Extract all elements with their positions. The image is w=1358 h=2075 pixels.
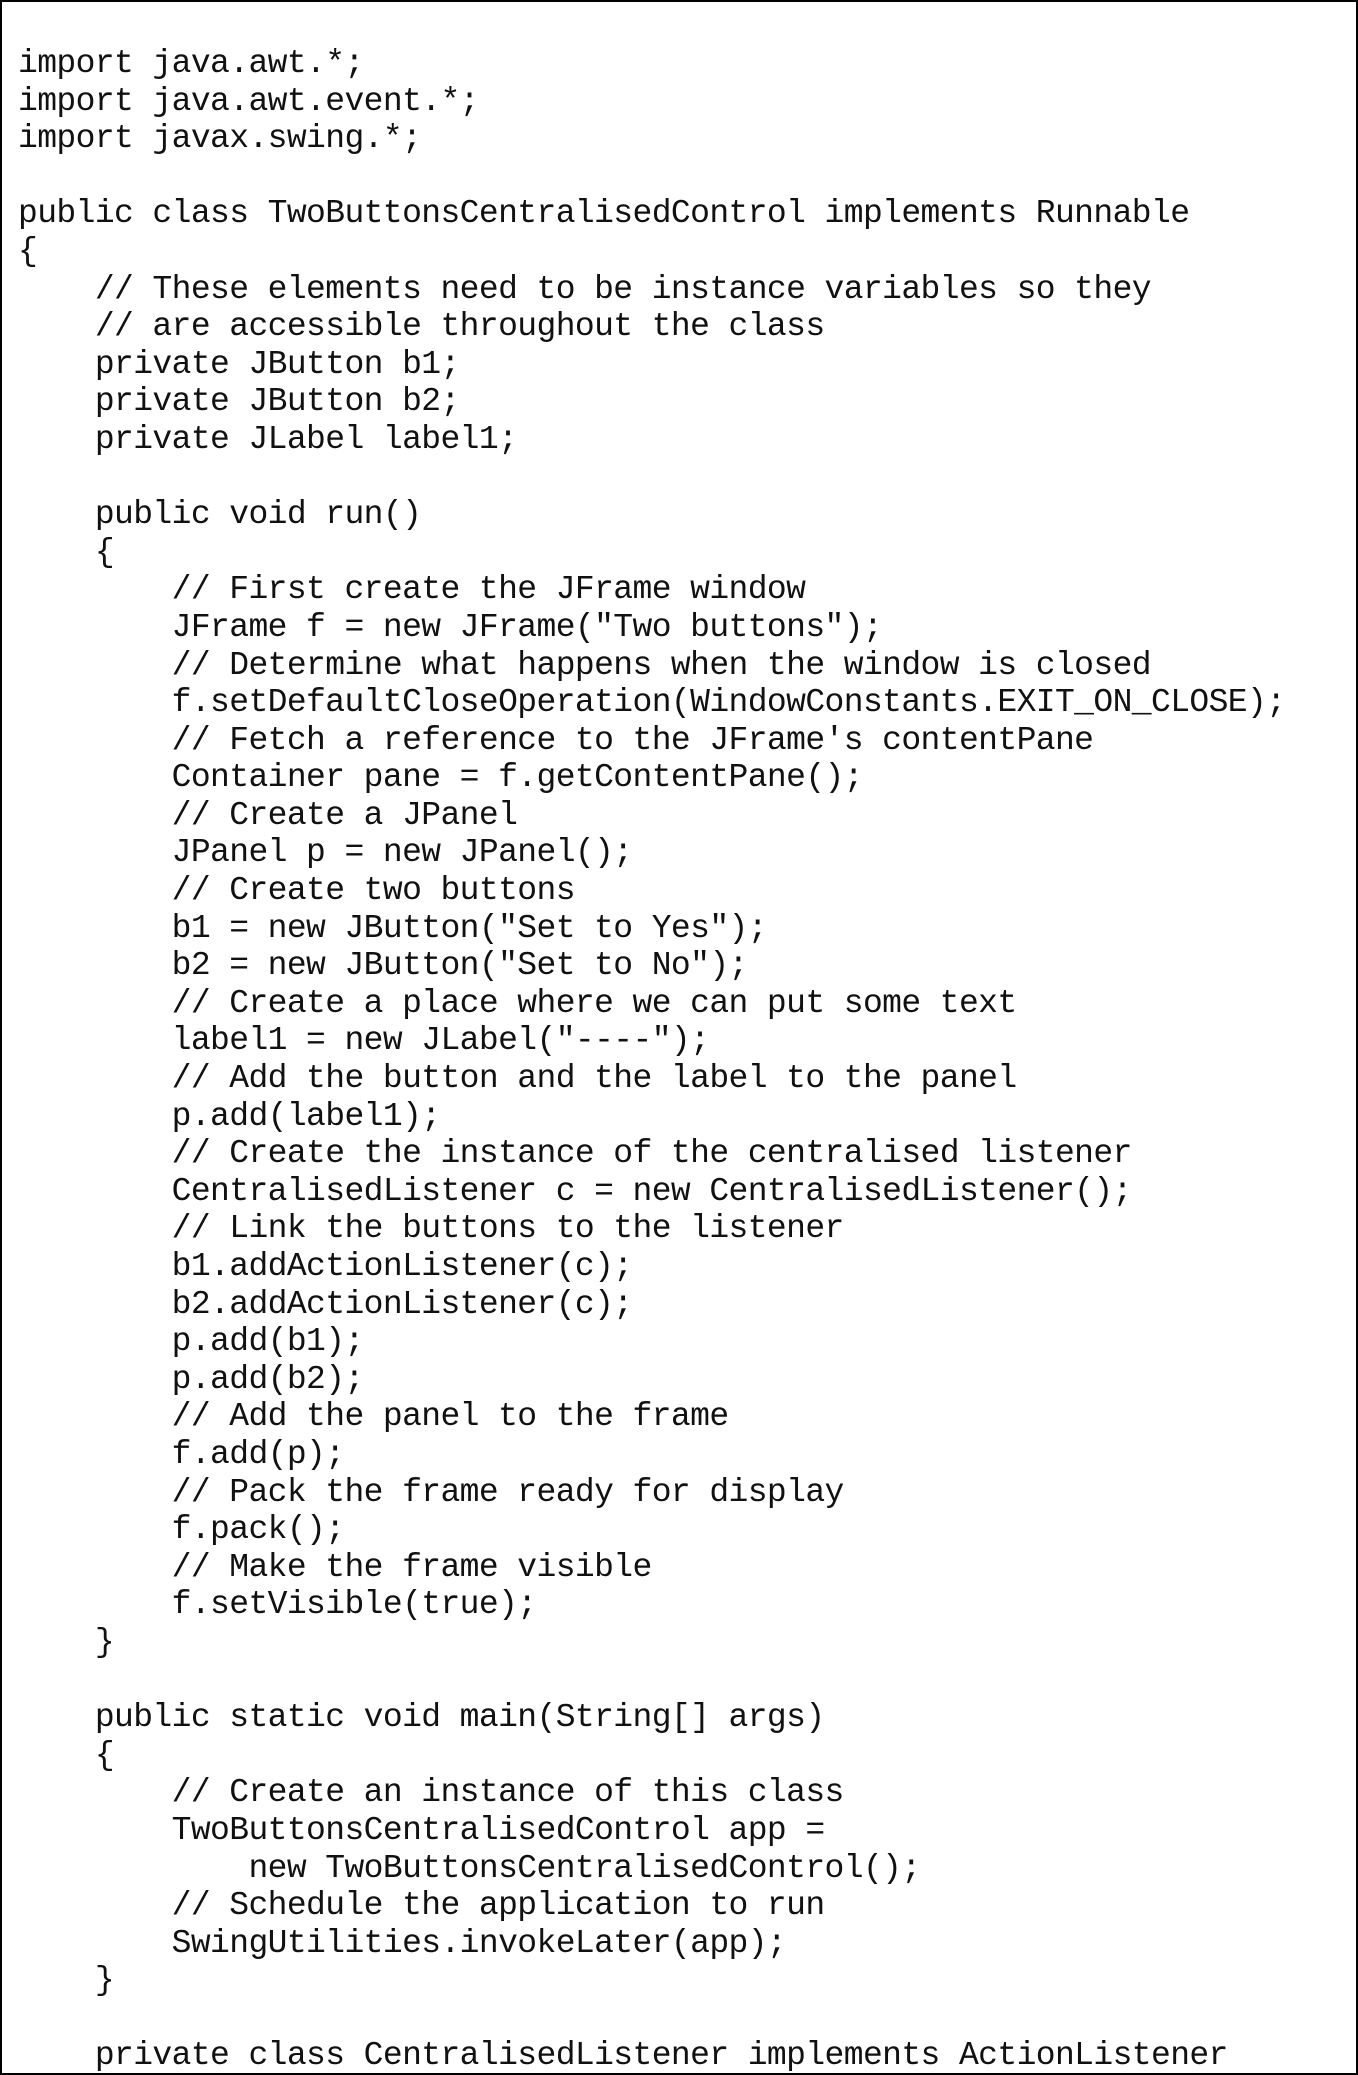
code-line: new TwoButtonsCentralisedControl(); (18, 1849, 921, 1887)
code-line: f.setDefaultCloseOperation(WindowConstants.EXIT_ON_CLOSE); (18, 684, 1286, 722)
code-line: import javax.swing.*; (18, 120, 422, 158)
code-line: f.add(p); (18, 1435, 345, 1473)
code-line: // Create a JPanel (18, 796, 518, 834)
code-line: public class TwoButtonsCentralisedControl implements Runnable (18, 195, 1190, 233)
code-line: // These elements need to be instance variables so they (18, 270, 1151, 308)
code-line: JFrame f = new JFrame("Two buttons"); (18, 608, 883, 646)
code-line: private JLabel label1; (18, 420, 518, 458)
code-line: // Determine what happens when the window is closed (18, 646, 1151, 684)
code-line: { (18, 1736, 115, 1774)
code-line: } (18, 1962, 115, 2000)
code-line: // Create two buttons (18, 872, 575, 910)
code-line: CentralisedListener c = new CentralisedListener(); (18, 1172, 1132, 1210)
code-listing (18, 45, 1285, 2075)
code-line: // Fetch a reference to the JFrame's contentPane (18, 721, 1094, 759)
code-line: // Schedule the application to run (18, 1887, 825, 1925)
code-line: // Create a place where we can put some text (18, 984, 1017, 1022)
code-line: private JButton b2; (18, 383, 460, 421)
code-line: // Pack the frame ready for display (18, 1473, 844, 1511)
code-line: p.add(b1); (18, 1323, 364, 1361)
code-line: SwingUtilities.invokeLater(app); (18, 1924, 787, 1962)
code-line: // Make the frame visible (18, 1548, 652, 1586)
code-line: f.setVisible(true); (18, 1586, 537, 1624)
code-line: // Link the buttons to the listener (18, 1210, 844, 1248)
code-line: public static void main(String[] args) (18, 1699, 825, 1737)
code-line (18, 459, 1285, 497)
code-line (18, 158, 1285, 196)
code-line (18, 2000, 1285, 2038)
code-line: import java.awt.*; (18, 45, 364, 82)
code-line: TwoButtonsCentralisedControl app = (18, 1811, 825, 1849)
code-line: // Create the instance of the centralised listener (18, 1135, 1132, 1173)
code-line: // Create an instance of this class (18, 1774, 844, 1812)
code-line: { (18, 533, 115, 571)
code-line: b2.addActionListener(c); (18, 1285, 633, 1323)
code-line: p.add(b2); (18, 1360, 364, 1398)
code-line: // Add the button and the label to the panel (18, 1060, 1017, 1098)
code-line: // First create the JFrame window (18, 571, 806, 609)
code-line: // Add the panel to the frame (18, 1398, 729, 1436)
code-line: b1.addActionListener(c); (18, 1248, 633, 1285)
code-line: JPanel p = new JPanel(); (18, 834, 633, 872)
code-line: b1 = new JButton("Set to Yes"); (18, 909, 767, 947)
code-line: } (18, 1623, 115, 1661)
code-line: f.pack(); (18, 1511, 345, 1549)
code-line (18, 1662, 1285, 1700)
code-line: b2 = new JButton("Set to No"); (18, 947, 748, 985)
code-line: { (18, 232, 38, 270)
code-line: import java.awt.event.*; (18, 82, 479, 120)
code-line: p.add(label1); (18, 1097, 441, 1135)
code-line: private class CentralisedListener implements ActionListener (18, 2037, 1228, 2075)
code-line: label1 = new JLabel("----"); (18, 1022, 710, 1060)
code-line: private JButton b1; (18, 345, 460, 383)
code-line: Container pane = f.getContentPane(); (18, 759, 863, 797)
code-line: // are accessible throughout the class (18, 308, 825, 346)
code-line: public void run() (18, 496, 422, 534)
